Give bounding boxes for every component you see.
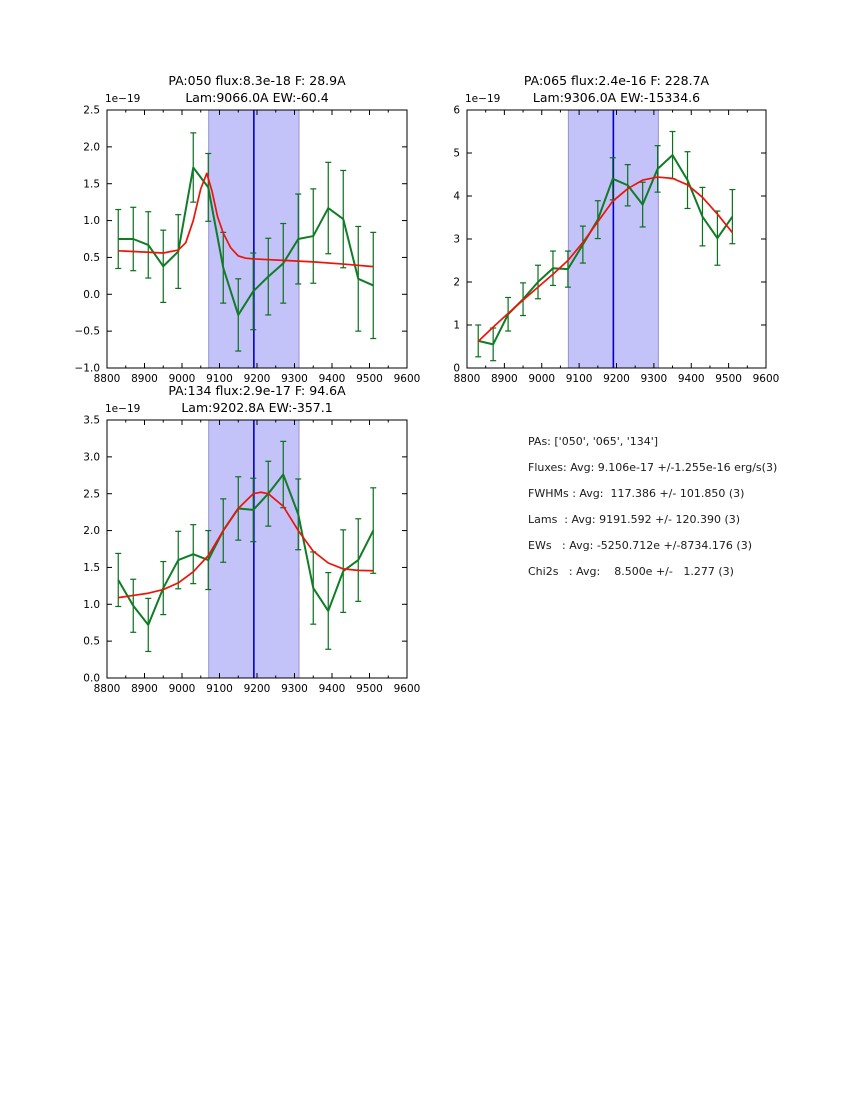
svg-text:0.5: 0.5: [83, 252, 100, 265]
plot3-title-line2: Lam:9202.8A EW:-357.1: [181, 400, 333, 415]
svg-text:3.0: 3.0: [83, 451, 100, 464]
svg-text:9200: 9200: [243, 683, 271, 695]
svg-text:9000: 9000: [528, 373, 556, 385]
svg-text:9300: 9300: [640, 373, 668, 385]
svg-text:9000: 9000: [168, 683, 196, 695]
plot2-y-offset-label: 1e−19: [465, 93, 501, 105]
svg-text:9100: 9100: [206, 683, 233, 695]
svg-text:2.5: 2.5: [83, 488, 100, 501]
plot3-y-offset-label: 1e−19: [105, 403, 141, 415]
svg-text:0: 0: [453, 362, 460, 375]
svg-text:9300: 9300: [281, 373, 308, 385]
statistics-block: [528, 429, 777, 585]
plot2-title-line1: PA:065 flux:2.4e-16 F: 228.7A: [523, 73, 710, 88]
svg-text:9100: 9100: [206, 373, 233, 385]
plot2-title-line2: Lam:9306.0A EW:-15334.6: [532, 90, 701, 105]
svg-text:8900: 8900: [131, 683, 158, 695]
svg-text:8900: 8900: [491, 373, 518, 385]
svg-text:8800: 8800: [93, 373, 121, 385]
svg-text:9400: 9400: [318, 373, 346, 385]
plot1-y-offset-label: 1e−19: [105, 93, 141, 105]
svg-text:0.5: 0.5: [83, 635, 100, 648]
plot1-title: [107, 72, 407, 106]
svg-text:2: 2: [453, 276, 460, 289]
svg-text:0.0: 0.0: [83, 288, 100, 301]
svg-text:9500: 9500: [356, 683, 383, 695]
plot-3-axes: [83, 415, 420, 695]
svg-text:8800: 8800: [93, 683, 121, 695]
plot-1-axes: [75, 105, 421, 385]
svg-text:1.5: 1.5: [83, 178, 100, 191]
svg-text:9500: 9500: [356, 373, 383, 385]
svg-text:9200: 9200: [243, 373, 271, 385]
stats-line-fwhms: FWHMs : Avg: 117.386 +/- 101.850 (3): [528, 487, 745, 500]
plot3-title-line1: PA:134 flux:2.9e-17 F: 94.6A: [168, 383, 346, 398]
svg-text:0.0: 0.0: [83, 672, 100, 685]
svg-text:9500: 9500: [715, 373, 742, 385]
svg-text:2.0: 2.0: [83, 141, 100, 154]
stats-line-chi2s: Chi2s : Avg: 8.500e +/- 1.277 (3): [528, 565, 734, 578]
plot2-title: [467, 72, 766, 106]
svg-text:1.5: 1.5: [83, 562, 100, 575]
svg-text:9400: 9400: [318, 683, 346, 695]
svg-text:−1.0: −1.0: [74, 362, 100, 375]
svg-text:8800: 8800: [453, 373, 481, 385]
svg-text:1: 1: [453, 319, 460, 332]
svg-text:2.0: 2.0: [83, 525, 100, 538]
svg-text:4: 4: [453, 190, 460, 203]
svg-text:9100: 9100: [565, 373, 593, 385]
svg-text:8900: 8900: [131, 373, 158, 385]
stats-line-ews: EWs : Avg: -5250.712e +/-8734.176 (3): [528, 539, 753, 552]
plot3-title: [107, 382, 407, 416]
svg-text:9300: 9300: [281, 683, 308, 695]
svg-text:9000: 9000: [168, 373, 196, 385]
stats-line-pas: PAs: ['050', '065', '134']: [528, 435, 659, 448]
svg-text:−0.5: −0.5: [74, 325, 100, 338]
svg-text:9400: 9400: [677, 373, 705, 385]
svg-text:9600: 9600: [752, 373, 780, 385]
stats-line-fluxes: Fluxes: Avg: 9.106e-17 +/-1.255e-16 erg/s(3): [528, 461, 778, 474]
stats-line-lams: Lams : Avg: 9191.592 +/- 120.390 (3): [528, 513, 741, 526]
svg-text:1.0: 1.0: [83, 598, 100, 611]
plot1-title-line2: Lam:9066.0A EW:-60.4: [185, 90, 329, 105]
svg-text:9600: 9600: [393, 683, 421, 695]
svg-text:3.5: 3.5: [83, 414, 100, 427]
svg-text:6: 6: [453, 104, 460, 117]
svg-text:2.5: 2.5: [83, 104, 100, 117]
plot1-title-line1: PA:050 flux:8.3e-18 F: 28.9A: [168, 73, 346, 88]
svg-text:5: 5: [453, 147, 460, 160]
svg-text:1.0: 1.0: [83, 215, 100, 228]
plot-2-axes: [453, 105, 779, 385]
svg-text:9200: 9200: [603, 373, 630, 385]
svg-text:9600: 9600: [393, 373, 421, 385]
svg-text:3: 3: [453, 233, 460, 246]
